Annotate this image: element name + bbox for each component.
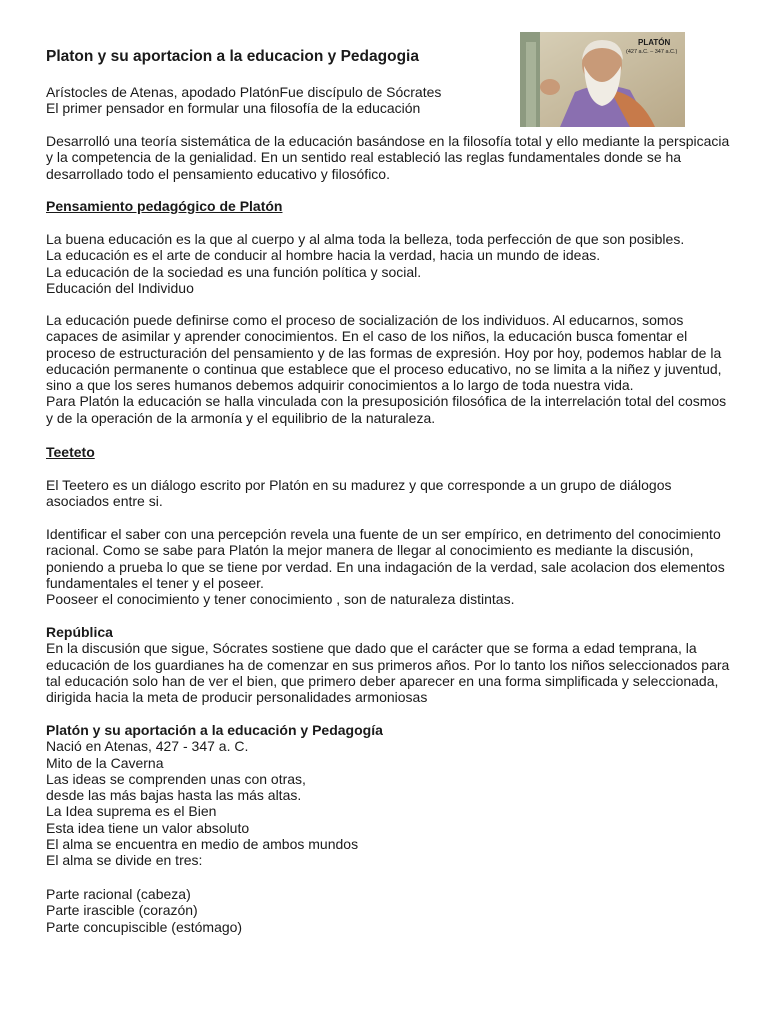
text-line: fundamentales el tener y el poseer. (46, 574, 264, 591)
list-item: Las ideas se comprenden unas con otras, (46, 770, 306, 787)
text-line: asociados entre si. (46, 493, 163, 510)
list-item: Parte racional (cabeza) (46, 886, 191, 902)
plato-portrait-image (520, 32, 685, 127)
text-line: y la competencia de la genialidad. En un sentido real estableció las reglas fundamentales donde se ha (46, 149, 682, 166)
intro-block (46, 84, 441, 117)
intro-line: El primer pensador en formular una filosofía de la educación (46, 100, 421, 117)
text-line: Desarrolló una teoría sistemática de la educación basándose en la filosofía total y ello mediante la perspicacia (46, 133, 730, 149)
text-line: El Teetero es un diálogo escrito por Platón en su madurez y que corresponde a un grupo de diálogos (46, 477, 672, 493)
list-item: Nació en Atenas, 427 - 347 a. C. (46, 738, 249, 755)
list-item: El alma se divide en tres: (46, 852, 203, 869)
list-item: La educación de la sociedad es una función política y social. (46, 263, 422, 280)
text-line: sino a que los seres humanos debemos adquirir conocimientos a lo largo de toda nuestra vida. (46, 377, 634, 394)
list-item: Educación del Individuo (46, 279, 194, 296)
text-line: educación permanente o continua que establece que el proceso educativo, no se limita a la niñez y juventud, (46, 360, 722, 377)
intro-line: Arístocles de Atenas, apodado PlatónFue discípulo de Sócrates (46, 84, 442, 100)
portrait-caption-dates: (427 a.C. – 347 a.C.) (626, 49, 678, 55)
text-line: Identificar el saber con una percepción revela una fuente de un ser empírico, en detrimento del conocimiento (46, 526, 721, 542)
list-item: Mito de la Caverna (46, 754, 164, 771)
section-republica (46, 624, 729, 705)
paragraph-2 (46, 312, 726, 426)
section-heading-teeteto (46, 444, 95, 460)
section-heading: República (46, 624, 113, 640)
text-line: desarrollado todo el pensamiento educativo y filosófico. (46, 165, 390, 182)
list-item: Esta idea tiene un valor absoluto (46, 819, 250, 836)
text-line: racional. Como se sabe para Platón la mejor manera de llegar al conocimiento es mediante la discusión, (46, 542, 694, 559)
portrait-caption-name: PLATÓN (638, 38, 671, 47)
document-title: Platon y su aportacion a la educacion y Pedagogia (46, 48, 419, 65)
plato-portrait-illustration (520, 32, 685, 127)
text-line: poniendo a prueba lo que se tiene por verdad. En una indagación de la verdad, sale acolacion dos elementos (46, 558, 725, 575)
list-item: Parte concupiscible (estómago) (46, 918, 243, 935)
list-item: Parte irascible (corazón) (46, 902, 198, 919)
text-line: Para Platón la educación se halla vinculada con la presuposición filosófica de la interrelación total del cosmos (46, 393, 727, 410)
text-line: Pooseer el conocimiento y tener conocimiento , son de naturaleza distintas. (46, 591, 515, 608)
paragraph-1 (46, 133, 729, 182)
list-item: La buena educación es la que al cuerpo y al alma toda la belleza, toda perfección de que son posibles. (46, 231, 685, 247)
text-line: La educación puede definirse como el proceso de socialización de los individuos. Al educarnos, somos (46, 312, 684, 328)
list-pensamiento (46, 231, 684, 296)
paragraph-4 (46, 526, 725, 607)
list-item: desde las más bajas hasta las más altas. (46, 787, 302, 804)
text-line: dirigida hacia la meta de producir personalidades armoniosas (46, 689, 428, 706)
list-item: La Idea suprema es el Bien (46, 803, 217, 820)
text-line: educación de los guardianes ha de comenzar en sus primeros años. Por lo tanto los niños seleccionados para (46, 656, 730, 673)
list-item: La educación es el arte de conducir al hombre hacia la verdad, hacia un mundo de ideas. (46, 247, 601, 264)
text-line: y de la operación de la armonía y el equilibrio de la naturaleza. (46, 409, 436, 426)
text-line: tal educación solo han de ver el bien, que primero deber aparecer en una forma simplificada y seleccionada, (46, 672, 719, 689)
list-item: El alma se encuentra en medio de ambos mundos (46, 836, 359, 853)
section-aportacion (46, 722, 383, 869)
section-heading: Pensamiento pedagógico de Platón (46, 198, 283, 214)
text-line: En la discusión que sigue, Sócrates sostiene que dado que el carácter que se forma a edad temprana, la (46, 640, 697, 657)
section-heading-pensamiento (46, 198, 282, 214)
text-line: capaces de asimilar y aprender conocimientos. En el caso de los niños, la educación busca fomentar el (46, 328, 688, 345)
section-heading: Platón y su aportación a la educación y Pedagogía (46, 722, 383, 738)
paragraph-3 (46, 477, 671, 510)
text-line: proceso de estructuración del pensamiento y de las formas de expresión. Hoy por hoy, podemos hablar de la (46, 344, 722, 361)
section-heading: Teeteto (46, 444, 95, 460)
list-alma (46, 886, 242, 935)
